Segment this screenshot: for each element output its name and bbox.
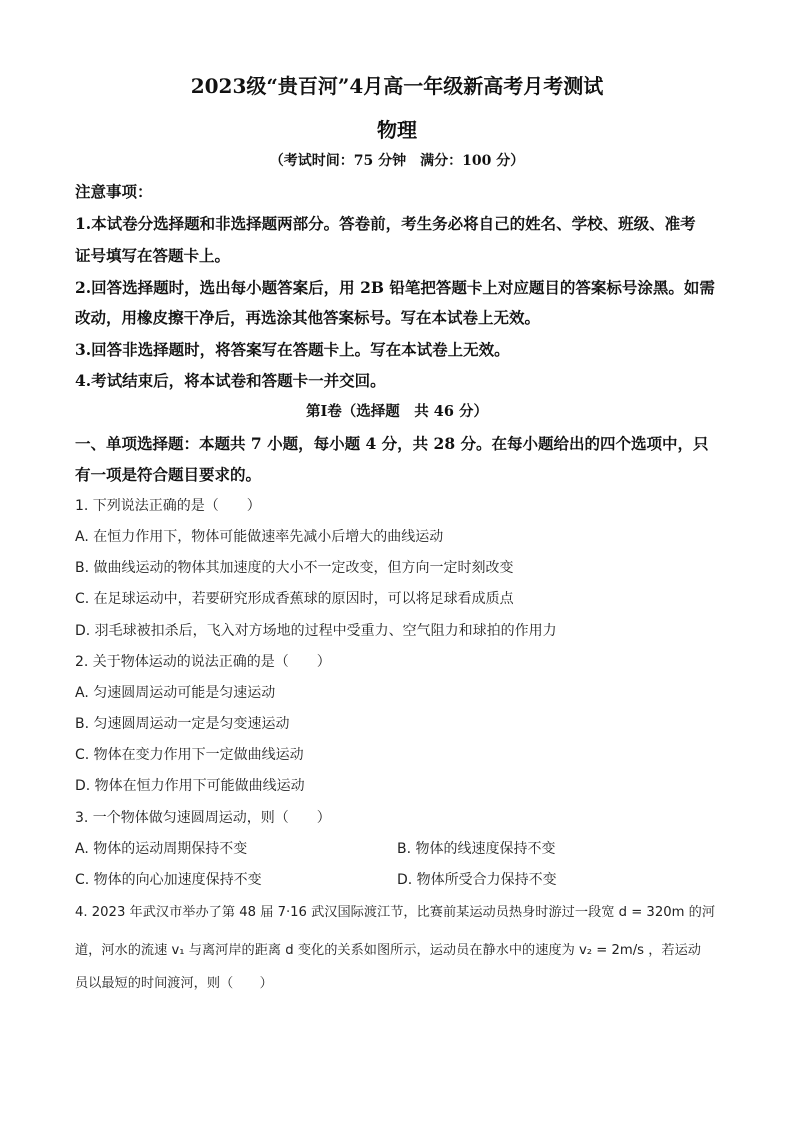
exam-title: 2023级“贵百河”4月高一年级新高考月考测试 <box>190 74 604 98</box>
q4-stem-line: 4. 2023 年武汉市举办了第 48 届 7·16 武汉国际渡江节，比赛前某运动员热身时游过一段宽 d = 320m 的河 <box>75 905 716 920</box>
subject-title: 物理 <box>377 118 417 142</box>
q2-option-d: D. 物体在恒力作用下可能做曲线运动 <box>75 778 305 794</box>
q2-stem: 2. 关于物体运动的说法正确的是（ ） <box>75 654 331 670</box>
note-line: 4.考试结束后，将本试卷和答题卡一并交回。 <box>75 371 386 390</box>
note-line: 改动，用橡皮擦干净后，再选涂其他答案标号。写在本试卷上无效。 <box>75 308 541 327</box>
note-line: 3.回答非选择题时，将答案写在答题卡上。写在本试卷上无效。 <box>75 340 510 359</box>
q4-stem-line: 员以最短的时间渡河，则（ ） <box>75 976 273 991</box>
q2-option-b: B. 匀速圆周运动一定是匀变速运动 <box>75 716 290 732</box>
q1-option-d: D. 羽毛球被扣杀后，飞入对方场地的过程中受重力、空气阻力和球拍的作用力 <box>75 623 557 639</box>
q1-option-a: A. 在恒力作用下，物体可能做速率先减小后增大的曲线运动 <box>75 529 444 545</box>
q3-option-d: D. 物体所受合力保持不变 <box>397 872 557 888</box>
q3-stem: 3. 一个物体做匀速圆周运动，则（ ） <box>75 810 331 826</box>
exam-info: （考试时间：75 分钟 满分：100 分） <box>269 153 525 169</box>
notes-heading: 注意事项： <box>75 182 153 201</box>
q3-option-a: A. 物体的运动周期保持不变 <box>75 841 248 857</box>
q3-option-b: B. 物体的线速度保持不变 <box>397 841 556 857</box>
q2-option-a: A. 匀速圆周运动可能是匀速运动 <box>75 685 276 701</box>
q1-option-b: B. 做曲线运动的物体其加速度的大小不一定改变，但方向一定时刻改变 <box>75 560 514 576</box>
section-title: 第Ⅰ卷（选择题 共 46 分） <box>305 403 489 420</box>
q1-stem: 1. 下列说法正确的是（ ） <box>75 498 261 514</box>
section-instruction: 一、单项选择题：本题共 7 小题，每小题 4 分，共 28 分。在每小题给出的四个选项中，只 <box>75 434 709 453</box>
note-line: 证号填写在答题卡上。 <box>75 246 231 265</box>
q2-option-c: C. 物体在变力作用下一定做曲线运动 <box>75 747 304 763</box>
q4-stem-line: 道，河水的流速 v₁ 与离河岸的距离 d 变化的关系如图所示，运动员在静水中的速度为 v₂ = 2m/s ，若运动 <box>75 943 701 958</box>
section-instruction: 有一项是符合题目要求的。 <box>75 465 262 484</box>
q1-option-c: C. 在足球运动中，若要研究形成香蕉球的原因时，可以将足球看成质点 <box>75 591 514 607</box>
note-line: 1.本试卷分选择题和非选择题两部分。答卷前，考生务必将自己的姓名、学校、班级、准考 <box>75 214 696 233</box>
q3-option-c: C. 物体的向心加速度保持不变 <box>75 872 262 888</box>
note-line: 2.回答选择题时，选出每小题答案后，用 2B 铅笔把答题卡上对应题目的答案标号涂黑。如需 <box>75 278 715 297</box>
